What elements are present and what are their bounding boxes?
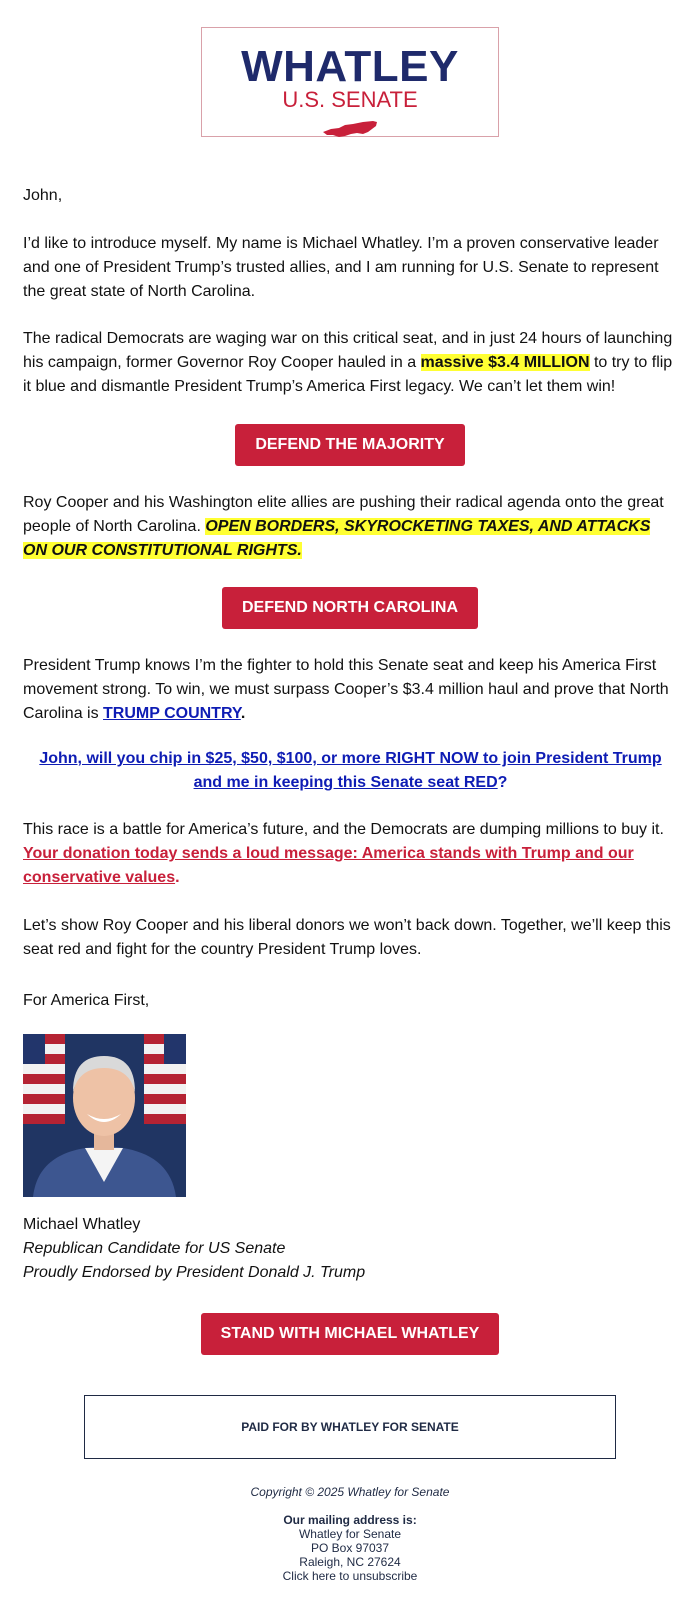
mailing-address-heading: Our mailing address is: [283, 1513, 417, 1527]
defend-north-carolina-button[interactable]: DEFEND NORTH CAROLINA [222, 587, 478, 629]
paragraph-text: President Trump knows I’m the fighter to hold this Senate seat and keep his America First movement strong. To win, we must surpass Cooper’s $3.4 million haul and prove that North Carolina is [23, 657, 669, 722]
agenda-paragraph [23, 491, 678, 563]
flag-right [144, 1034, 186, 1124]
unsubscribe-link[interactable]: Click here to unsubscribe [282, 1569, 418, 1583]
donation-ask-paragraph [23, 747, 678, 795]
signature-title: Republican Candidate for US Senate [23, 1240, 286, 1257]
candidate-portrait [23, 1034, 186, 1197]
signature-block [23, 1213, 678, 1285]
trump-country-link[interactable]: TRUMP COUNTRY [103, 705, 241, 722]
donation-message-link[interactable]: Your donation today sends a loud message: America stands with Trump and our conservative values [23, 845, 634, 886]
trump-country-paragraph [23, 654, 678, 726]
paragraph-text: This race is a battle for America’s future, and the Democrats are dumping millions to buy it. [23, 821, 664, 838]
stand-with-whatley-button[interactable]: STAND WITH MICHAEL WHATLEY [201, 1313, 499, 1355]
signoff: For America First, [23, 992, 150, 1009]
mailing-address-line: Whatley for Senate [298, 1527, 402, 1541]
paragraph-text: . [175, 869, 180, 886]
mailing-address-line: Raleigh, NC 27624 [299, 1555, 401, 1569]
signature-endorsement: Proudly Endorsed by President Donald J. Trump [23, 1264, 366, 1281]
flag-left [23, 1034, 65, 1124]
signature-name: Michael Whatley [23, 1216, 141, 1233]
intro-paragraph: I’d like to introduce myself. My name is Michael Whatley. I’m a proven conservative leader and one of President Trump’s trusted allies, and I am running for U.S. Senate to represent the great state of North Carolina. [23, 235, 659, 300]
campaign-logo [201, 27, 499, 137]
north-carolina-shape-icon [323, 120, 379, 138]
paid-for-disclaimer: PAID FOR BY WHATLEY FOR SENATE [84, 1395, 616, 1459]
fundraising-paragraph [23, 327, 678, 399]
mailing-address-line: PO Box 97037 [310, 1541, 390, 1555]
paragraph-text: The radical Democrats are waging war on this critical seat, and in just 24 hours of launching his campaign, former Governor Roy Cooper hauled in a [23, 330, 673, 371]
portrait-illustration [23, 1034, 186, 1197]
highlight-amount: massive $3.4 MILLION [420, 354, 590, 371]
paragraph-text: ? [497, 774, 508, 791]
salutation: John, [23, 187, 63, 204]
chip-in-link[interactable]: John, will you chip in $25, $50, $100, or more RIGHT NOW to join President Trump and me in keeping this Senate seat RED [39, 750, 662, 791]
battle-paragraph [23, 818, 678, 890]
copyright: Copyright © 2025 Whatley for Senate [250, 1485, 450, 1499]
closing-paragraph: Let’s show Roy Cooper and his liberal donors we won’t back down. Together, we’ll keep this seat red and fight for the country President Trump loves. [23, 917, 671, 958]
paragraph-text: Roy Cooper and his Washington elite allies are pushing their radical agenda onto the great people of North Carolina. [23, 494, 664, 535]
defend-majority-button[interactable]: DEFEND THE MAJORITY [235, 424, 465, 466]
paragraph-text: . [240, 705, 246, 722]
paragraph-text: to try to flip it blue and dismantle President Trump’s America First legacy. We can’t let them win! [23, 354, 673, 395]
logo-subtitle: U.S. SENATE [282, 87, 418, 112]
highlight-agenda: OPEN BORDERS, SKYROCKETING TAXES, AND ATTACKS ON OUR CONSTITUTIONAL RIGHTS. [23, 518, 651, 559]
logo-name: WHATLEY [241, 42, 459, 91]
